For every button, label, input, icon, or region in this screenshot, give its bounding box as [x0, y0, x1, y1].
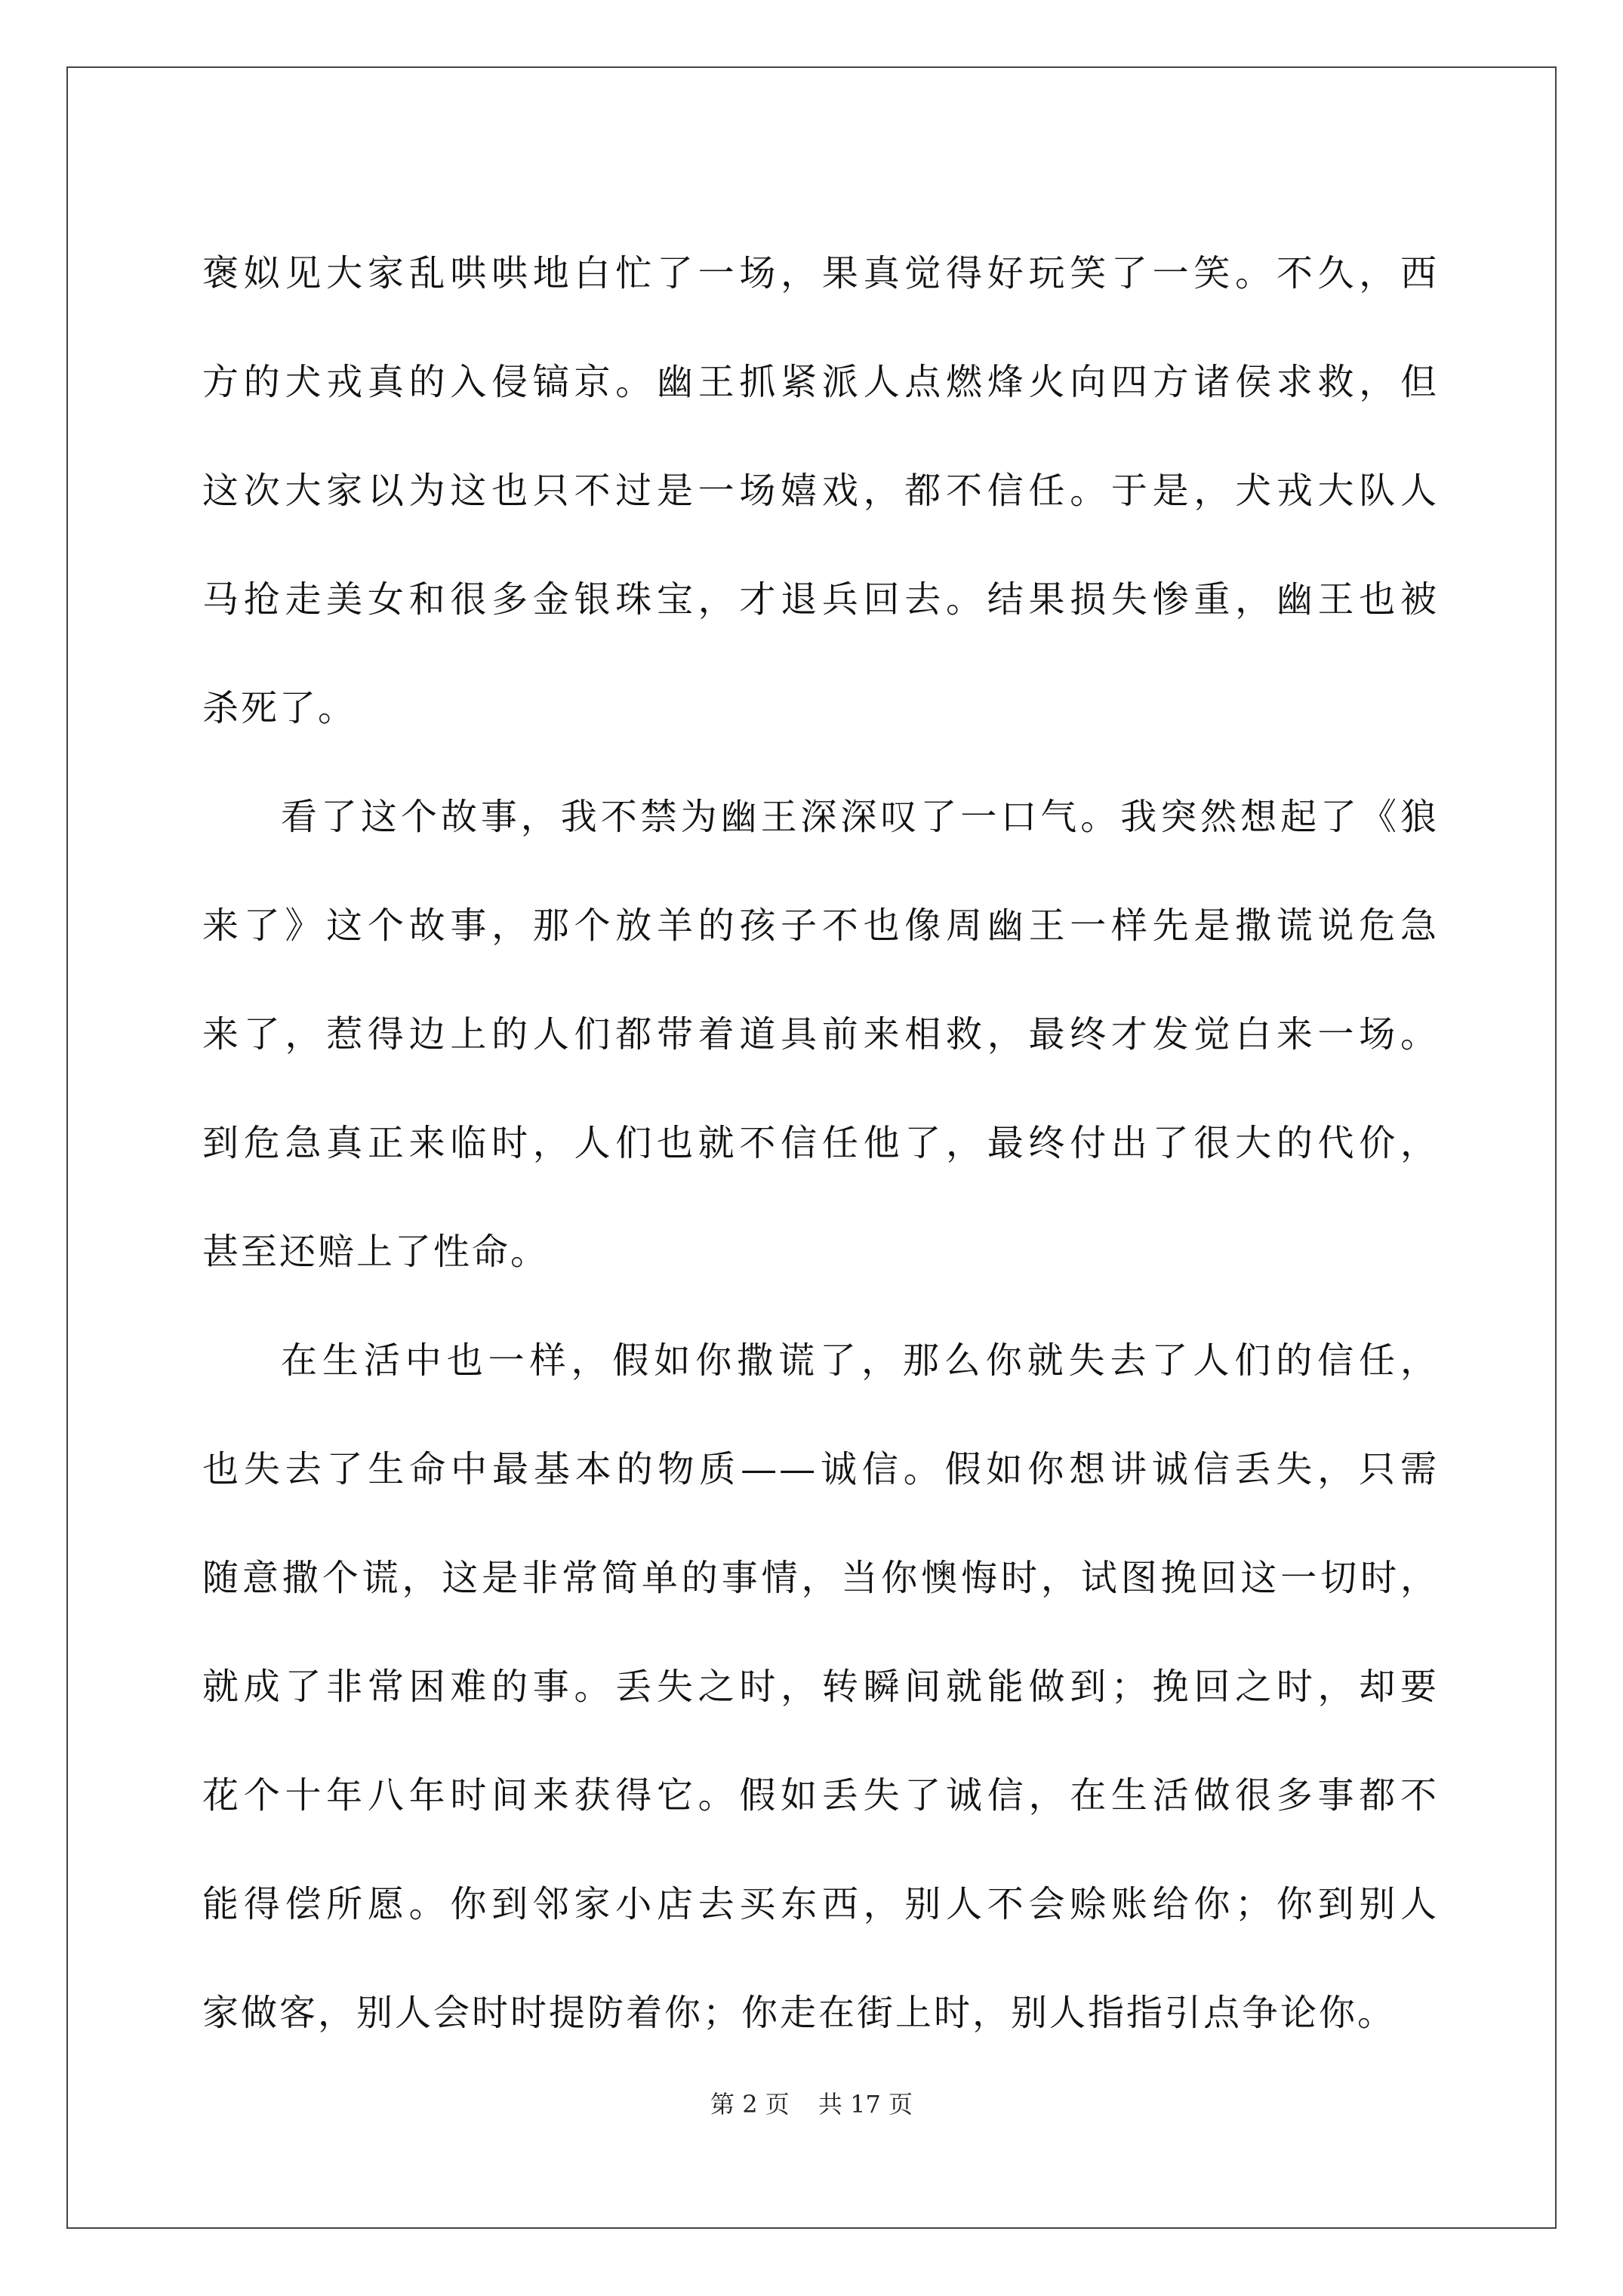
text-line: 花个十年八年时间来获得它。假如丢失了诚信，在生活做很多事都不: [202, 1774, 1439, 1817]
text-line: 来了，惹得边上的人们都带着道具前来相救，最终才发觉白来一场。: [202, 1013, 1439, 1056]
text-line: 就成了非常困难的事。丢失之时，转瞬间就能做到；挽回之时，却要: [202, 1666, 1439, 1708]
text-line: 甚至还赔上了性命。: [202, 1231, 550, 1273]
document-body: [202, 219, 1439, 2067]
text-line: 在生活中也一样，假如你撒谎了，那么你就失去了人们的信任，: [281, 1339, 1439, 1382]
text-line: 到危急真正来临时，人们也就不信任他了，最终付出了很大的代价，: [202, 1122, 1439, 1164]
text-line: 这次大家以为这也只不过是一场嬉戏，都不信任。于是，犬戎大队人: [202, 470, 1439, 512]
text-line: 看了这个故事，我不禁为幽王深深叹了一口气。我突然想起了《狼: [281, 796, 1439, 838]
page-number: 第 2 页: [710, 2090, 790, 2119]
text-line: 来了》这个故事，那个放羊的孩子不也像周幽王一样先是撒谎说危急: [202, 905, 1439, 947]
text-line: 马抢走美女和很多金银珠宝，才退兵回去。结果损失惨重，幽王也被: [202, 578, 1439, 621]
page-footer: [0, 2089, 1623, 2119]
page-total: 共 17 页: [818, 2090, 913, 2119]
text-line: 能得偿所愿。你到邻家小店去买东西，别人不会赊账给你；你到别人: [202, 1883, 1439, 1925]
paragraph-3: [202, 1306, 1439, 2067]
text-line: 杀死了。: [202, 687, 357, 729]
text-line: 家做客，别人会时时提防着你；你走在街上时，别人指指引点争论你。: [202, 1992, 1397, 2034]
text-line: 褒姒见大家乱哄哄地白忙了一场，果真觉得好玩笑了一笑。不久，西: [202, 252, 1439, 294]
text-line: 随意撒个谎，这是非常简单的事情，当你懊悔时，试图挽回这一切时，: [202, 1557, 1439, 1599]
text-line: 也失去了生命中最基本的物质——诚信。假如你想讲诚信丢失，只需: [202, 1448, 1439, 1490]
paragraph-1: [202, 219, 1439, 763]
text-line: 方的犬戎真的入侵镐京。幽王抓紧派人点燃烽火向四方诸侯求救，但: [202, 361, 1439, 403]
paragraph-2: [202, 763, 1439, 1306]
